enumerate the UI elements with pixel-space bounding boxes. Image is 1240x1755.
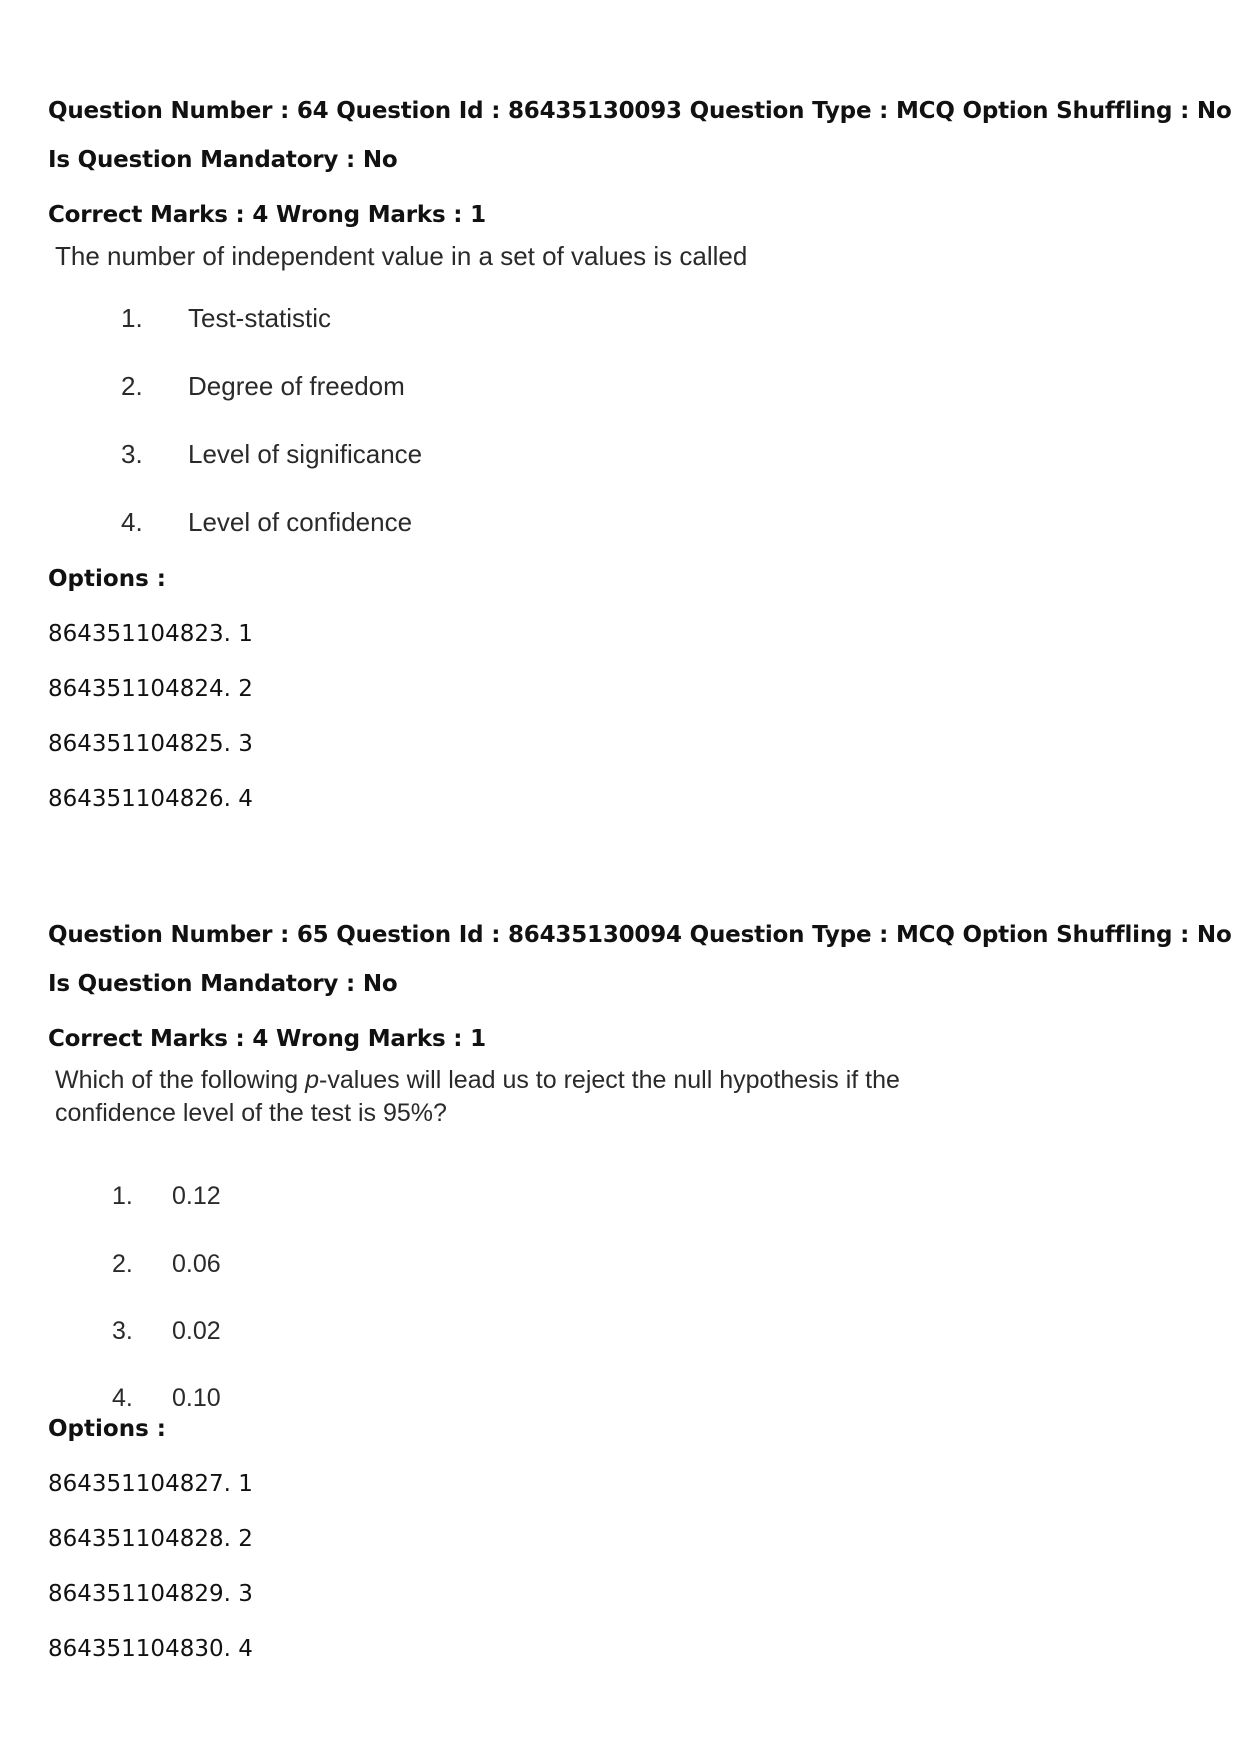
choice-number: 4. (112, 1384, 133, 1412)
choice-text: 0.02 (172, 1317, 221, 1345)
option-id-row: 864351104828. 2 (48, 1526, 253, 1552)
option-id-row: 864351104826. 4 (48, 786, 253, 812)
question-header: Question Number : 65 Question Id : 86435130094 Question Type : MCQ Option Shuffling : No (48, 922, 1232, 948)
choice-number: 3. (112, 1317, 133, 1345)
option-id-row: 864351104823. 1 (48, 621, 253, 647)
choice-number: 3. (121, 439, 143, 469)
option-id-row: 864351104830. 4 (48, 1636, 253, 1662)
question-stem: The number of independent value in a set of values is called (55, 241, 748, 271)
question-header: Question Number : 64 Question Id : 86435130093 Question Type : MCQ Option Shuffling : No (48, 98, 1232, 124)
choice-number: 2. (112, 1250, 133, 1278)
options-label: Options : (48, 566, 166, 592)
choice-number: 2. (121, 371, 143, 401)
stem-italic-p: p (305, 1066, 320, 1094)
stem-text-pre: Which of the following (55, 1066, 306, 1094)
question-image (48, 1064, 1208, 1412)
marks-line: Correct Marks : 4 Wrong Marks : 1 (48, 202, 486, 228)
options-label: Options : (48, 1416, 166, 1442)
choice-text: Degree of freedom (188, 371, 405, 401)
stem-text-post: -values will lead us to reject the null hypothesis if the confidence level of the test is 95%? (55, 1066, 900, 1127)
choice-text: Test-statistic (188, 303, 332, 333)
choice-number: 1. (112, 1182, 133, 1210)
question-stem (55, 1064, 995, 1130)
mandatory-line: Is Question Mandatory : No (48, 971, 398, 997)
option-id-row: 864351104825. 3 (48, 731, 253, 757)
marks-line: Correct Marks : 4 Wrong Marks : 1 (48, 1026, 486, 1052)
option-id-row: 864351104827. 1 (48, 1471, 253, 1497)
option-id-row: 864351104829. 3 (48, 1581, 253, 1607)
choice-number: 1. (121, 303, 143, 333)
question-image (48, 240, 1208, 552)
choice-text: Level of confidence (188, 507, 413, 537)
option-id-row: 864351104824. 2 (48, 676, 253, 702)
question-block (48, 920, 1232, 1664)
choice-text: Level of significance (188, 439, 423, 469)
choice-text: 0.10 (172, 1384, 221, 1412)
choice-text: 0.12 (172, 1182, 221, 1210)
choice-text: 0.06 (172, 1250, 221, 1278)
choice-number: 4. (121, 507, 143, 537)
question-block (48, 96, 1232, 814)
mandatory-line: Is Question Mandatory : No (48, 147, 398, 173)
